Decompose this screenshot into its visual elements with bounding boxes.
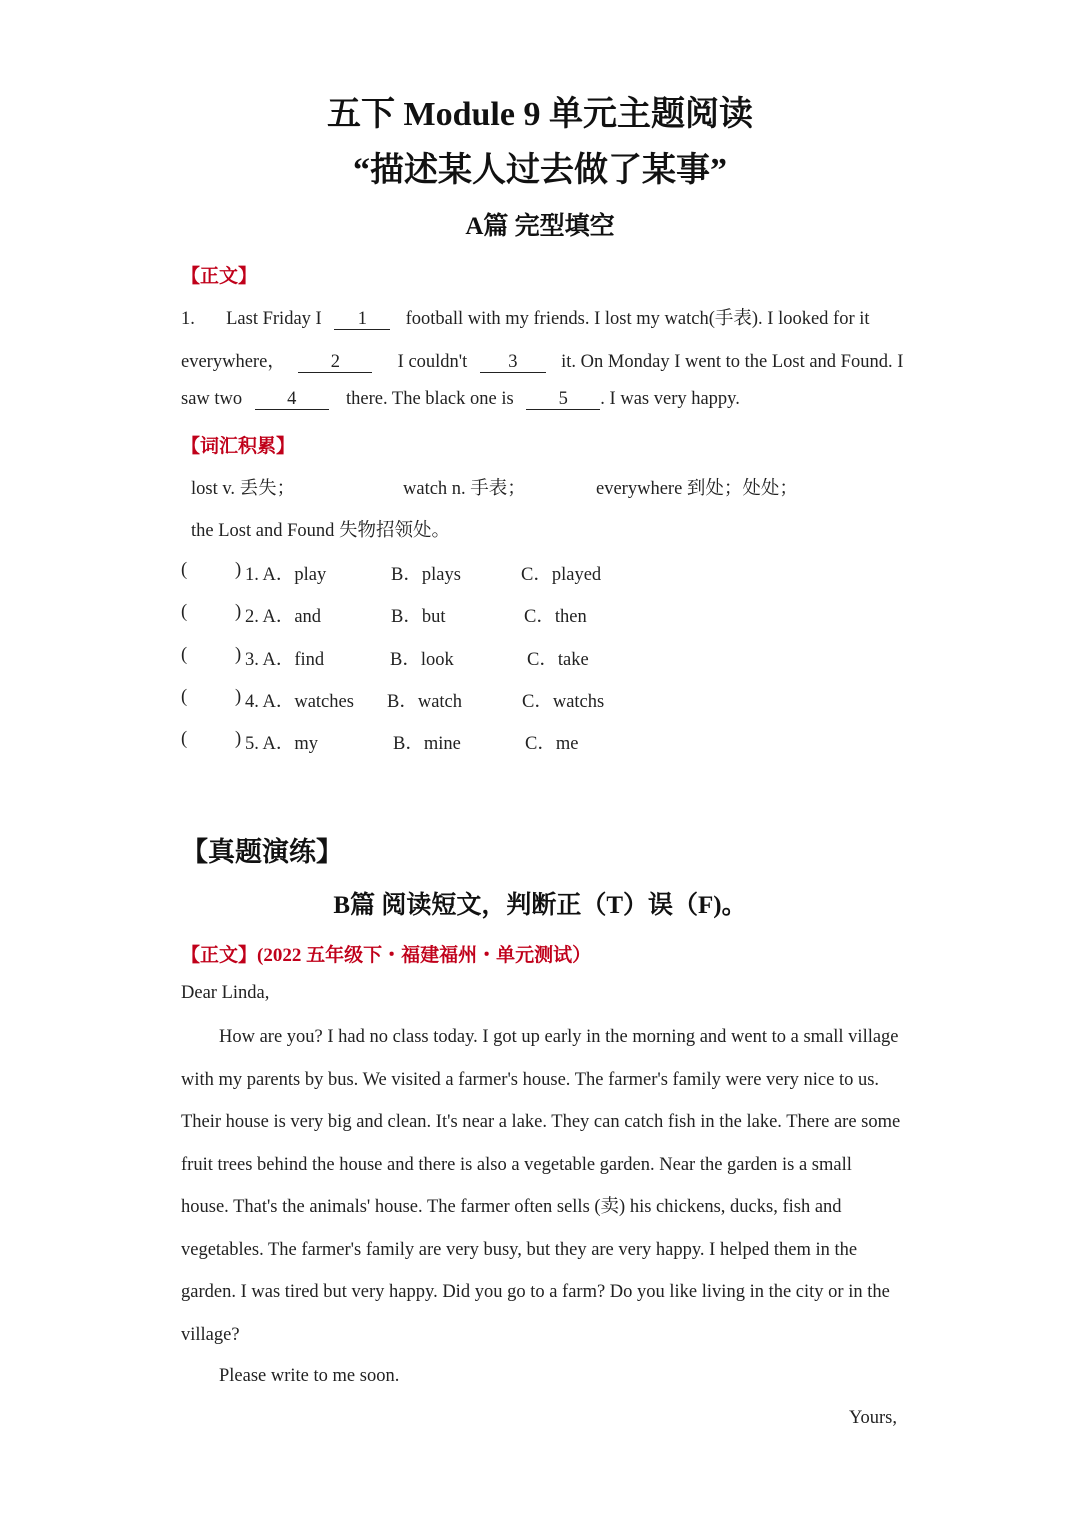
- letter-signoff: Yours,: [849, 1408, 897, 1428]
- option-b: B．mine: [393, 734, 461, 754]
- vocab-item-everywhere: everywhere 到处；处处；: [596, 479, 798, 499]
- option-a: 4. A．watches: [245, 692, 354, 712]
- passage-text: . I was very happy.: [600, 389, 740, 409]
- practice-heading: 【真题演练】: [181, 837, 343, 867]
- option-b: B．but: [391, 607, 446, 627]
- vocab-item-lost: lost v. 丢失；: [191, 479, 296, 499]
- page-subtitle: “描述某人过去做了某事”: [353, 152, 727, 189]
- option-a: 1. A．play: [245, 565, 327, 585]
- answer-paren-open: (: [181, 645, 188, 665]
- passage-a-line-1: [181, 304, 870, 330]
- blank-2: 2: [298, 352, 372, 373]
- vocab-item-lost-and-found: the Lost and Found 失物招领处。: [191, 521, 450, 541]
- blank-3: 3: [480, 352, 546, 373]
- passage-text: Last Friday I: [226, 309, 322, 329]
- passage-text: saw two: [181, 389, 243, 409]
- vocab-label: 【词汇积累】: [181, 436, 296, 457]
- letter-closing-line: Please write to me soon.: [219, 1366, 400, 1386]
- answer-paren-close: ): [235, 560, 242, 580]
- blank-1: 1: [334, 309, 390, 330]
- blank-5: 5: [526, 389, 600, 410]
- option-a: 3. A．find: [245, 650, 325, 670]
- vocab-item-watch: watch n. 手表；: [403, 479, 526, 499]
- option-a: 2. A．and: [245, 607, 322, 627]
- source-line: [181, 940, 591, 967]
- passage-text: there. The black one is: [346, 389, 514, 409]
- option-b: B．look: [390, 650, 454, 670]
- answer-paren-open: (: [181, 687, 188, 707]
- source-note: (2022 五年级下・福建福州・单元测试）: [257, 945, 592, 966]
- page-title: 五下 Module 9 单元主题阅读: [327, 96, 753, 133]
- blank-4: 4: [255, 389, 329, 410]
- answer-paren-close: ): [235, 645, 242, 665]
- passage-text: it. On Monday I went to the Lost and Found. I: [561, 352, 904, 372]
- section-b-title: B篇 阅读短文，判断正（T）误（F)。: [333, 892, 747, 919]
- answer-paren-open: (: [181, 560, 188, 580]
- passage-text: I couldn't: [397, 352, 468, 372]
- answer-paren-open: (: [181, 602, 188, 622]
- passage-text: football with my friends. I lost my watch(手表). I looked for it: [405, 309, 870, 329]
- letter-greeting: Dear Linda,: [181, 983, 270, 1003]
- option-a: 5. A．my: [245, 734, 318, 754]
- option-c: C．played: [521, 565, 602, 585]
- letter-body: How are you? I had no class today. I got up early in the morning and went to a small village with my parents by bus. We visited a farmer's house. The farmer's family were very nice to us. Their house is very big and clean. It's near a lake. They can catch fish in the lake. There are some fruit trees behind the house and there is also a vegetable garden. Near the garden is a small house. That's the animals' house. The farmer often sells (卖) his chickens, ducks, fish and vegetables. The farmer's family are very busy, but they are very happy. I helped them in the garden. I was tired but very happy. Did you go to a farm? Do you like living in the city or in the village?: [181, 1027, 901, 1345]
- answer-paren-close: ): [235, 602, 242, 622]
- text-label-a: 【正文】: [181, 266, 258, 287]
- question-number: 1.: [181, 309, 195, 329]
- answer-paren-open: (: [181, 729, 188, 749]
- option-c: C．me: [525, 734, 579, 754]
- option-c: C．take: [527, 650, 589, 670]
- answer-paren-close: ): [235, 729, 242, 749]
- option-c: C．watchs: [522, 692, 605, 712]
- option-b: B．watch: [387, 692, 463, 712]
- section-a-title: A篇 完型填空: [465, 213, 615, 240]
- answer-paren-close: ): [235, 687, 242, 707]
- option-c: C．then: [524, 607, 587, 627]
- text-label-b: 【正文】: [181, 945, 258, 966]
- passage-text: everywhere，: [181, 352, 286, 372]
- passage-a-line-3: [181, 389, 740, 410]
- passage-a-line-2: [181, 347, 903, 373]
- option-b: B．plays: [391, 565, 461, 585]
